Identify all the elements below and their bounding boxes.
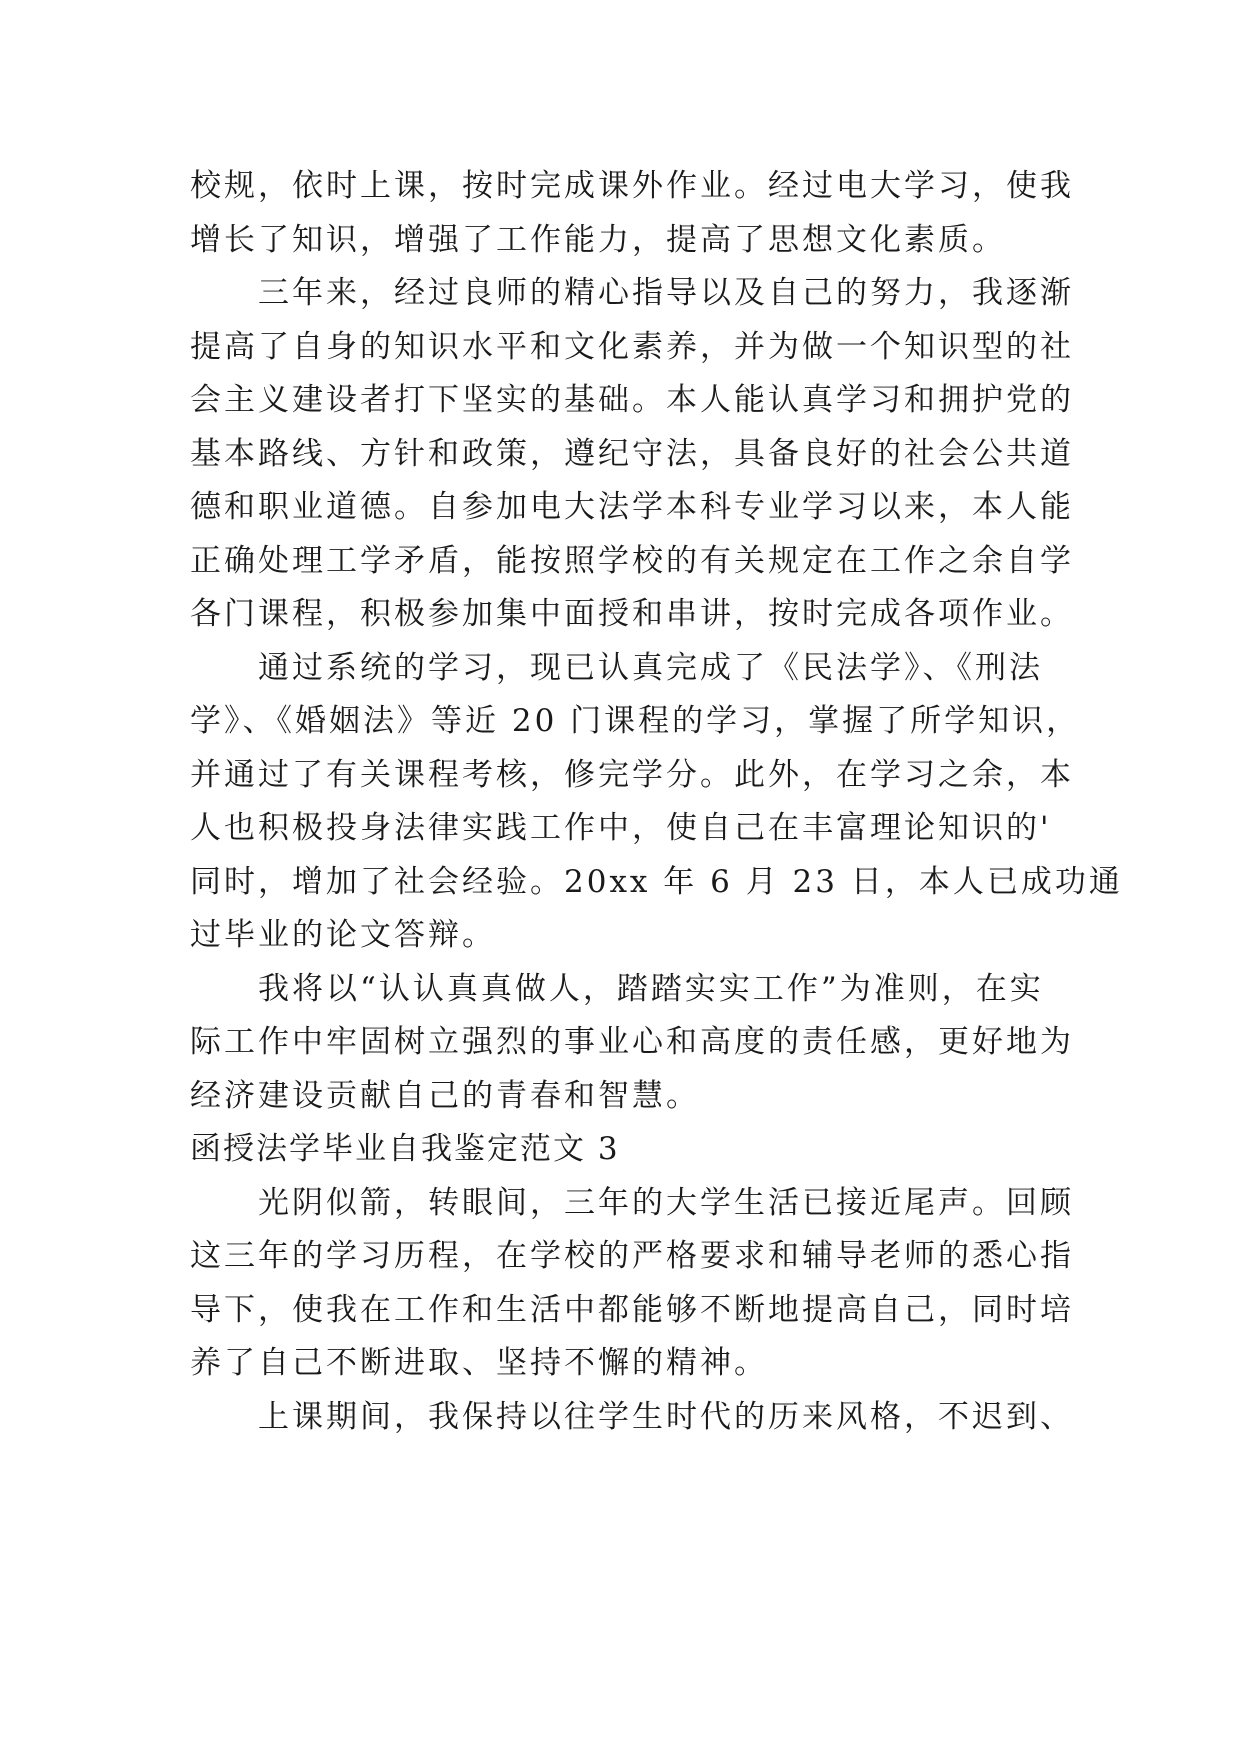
text-line: 各门课程，积极参加集中面授和串讲，按时完成各项作业。	[190, 596, 1074, 632]
text-line: 我将以“认认真真做人，踏踏实实工作”为准则，在实	[258, 970, 1044, 1007]
text-line: 过毕业的论文答辩。	[190, 917, 496, 953]
paragraph-4	[190, 963, 1074, 1124]
text-line: 并通过了有关课程考核，修完学分。此外，在学习之余，本	[190, 756, 1074, 793]
text-line: 德和职业道德。自参加电大法学本科专业学习以来，本人能	[190, 489, 1074, 525]
text-line: 通过系统的学习，现已认真完成了《民法学》、《刑法	[258, 649, 1043, 686]
paragraph-5	[190, 1177, 1074, 1391]
text-line: 光阴似箭，转眼间，三年的大学生活已接近尾声。回顾	[258, 1184, 1074, 1221]
paragraph-2	[190, 267, 1074, 642]
text-line: 导下，使我在工作和生活中都能够不断地提高自己，同时培	[190, 1291, 1074, 1328]
heading-text: 函授法学毕业自我鉴定范文 3	[190, 1131, 620, 1167]
text-line: 学》、《婚姻法》等近 20 门课程的学习，掌握了所学知识，	[190, 703, 1081, 739]
paragraph-1	[190, 160, 1074, 267]
text-line: 同时，增加了社会经验。20xx 年 6 月 23 日，本人已成功通	[190, 863, 1123, 900]
text-line: 增长了知识，增强了工作能力，提高了思想文化素质。	[190, 221, 1006, 258]
text-line: 基本路线、方针和政策，遵纪守法，具备良好的社会公共道	[190, 435, 1074, 472]
text-line: 提高了自身的知识水平和文化素养，并为做一个知识型的社	[190, 328, 1074, 365]
text-line: 经济建设贡献自己的青春和智慧。	[190, 1077, 700, 1114]
text-line: 会主义建设者打下坚实的基础。本人能认真学习和拥护党的	[190, 382, 1074, 418]
document-body	[190, 160, 1123, 1444]
text-line: 上课期间，我保持以往学生时代的历来风格，不迟到、	[258, 1398, 1074, 1435]
text-line: 这三年的学习历程，在学校的严格要求和辅导老师的悉心指	[190, 1238, 1074, 1274]
text-line: 养了自己不断进取、坚持不懈的精神。	[190, 1345, 768, 1381]
paragraph-3	[190, 642, 1123, 963]
text-line: 三年来，经过良师的精心指导以及自己的努力，我逐渐	[258, 275, 1074, 311]
text-line: 正确处理工学矛盾，能按照学校的有关规定在工作之余自学	[190, 542, 1074, 579]
paragraph-6	[190, 1391, 1074, 1445]
text-line: 校规，依时上课，按时完成课外作业。经过电大学习，使我	[190, 168, 1074, 204]
text-line: 际工作中牢固树立强烈的事业心和高度的责任感，更好地为	[190, 1024, 1074, 1060]
section-heading	[190, 1123, 1070, 1177]
text-line: 人也积极投身法律实践工作中，使自己在丰富理论知识的'	[190, 810, 1052, 846]
